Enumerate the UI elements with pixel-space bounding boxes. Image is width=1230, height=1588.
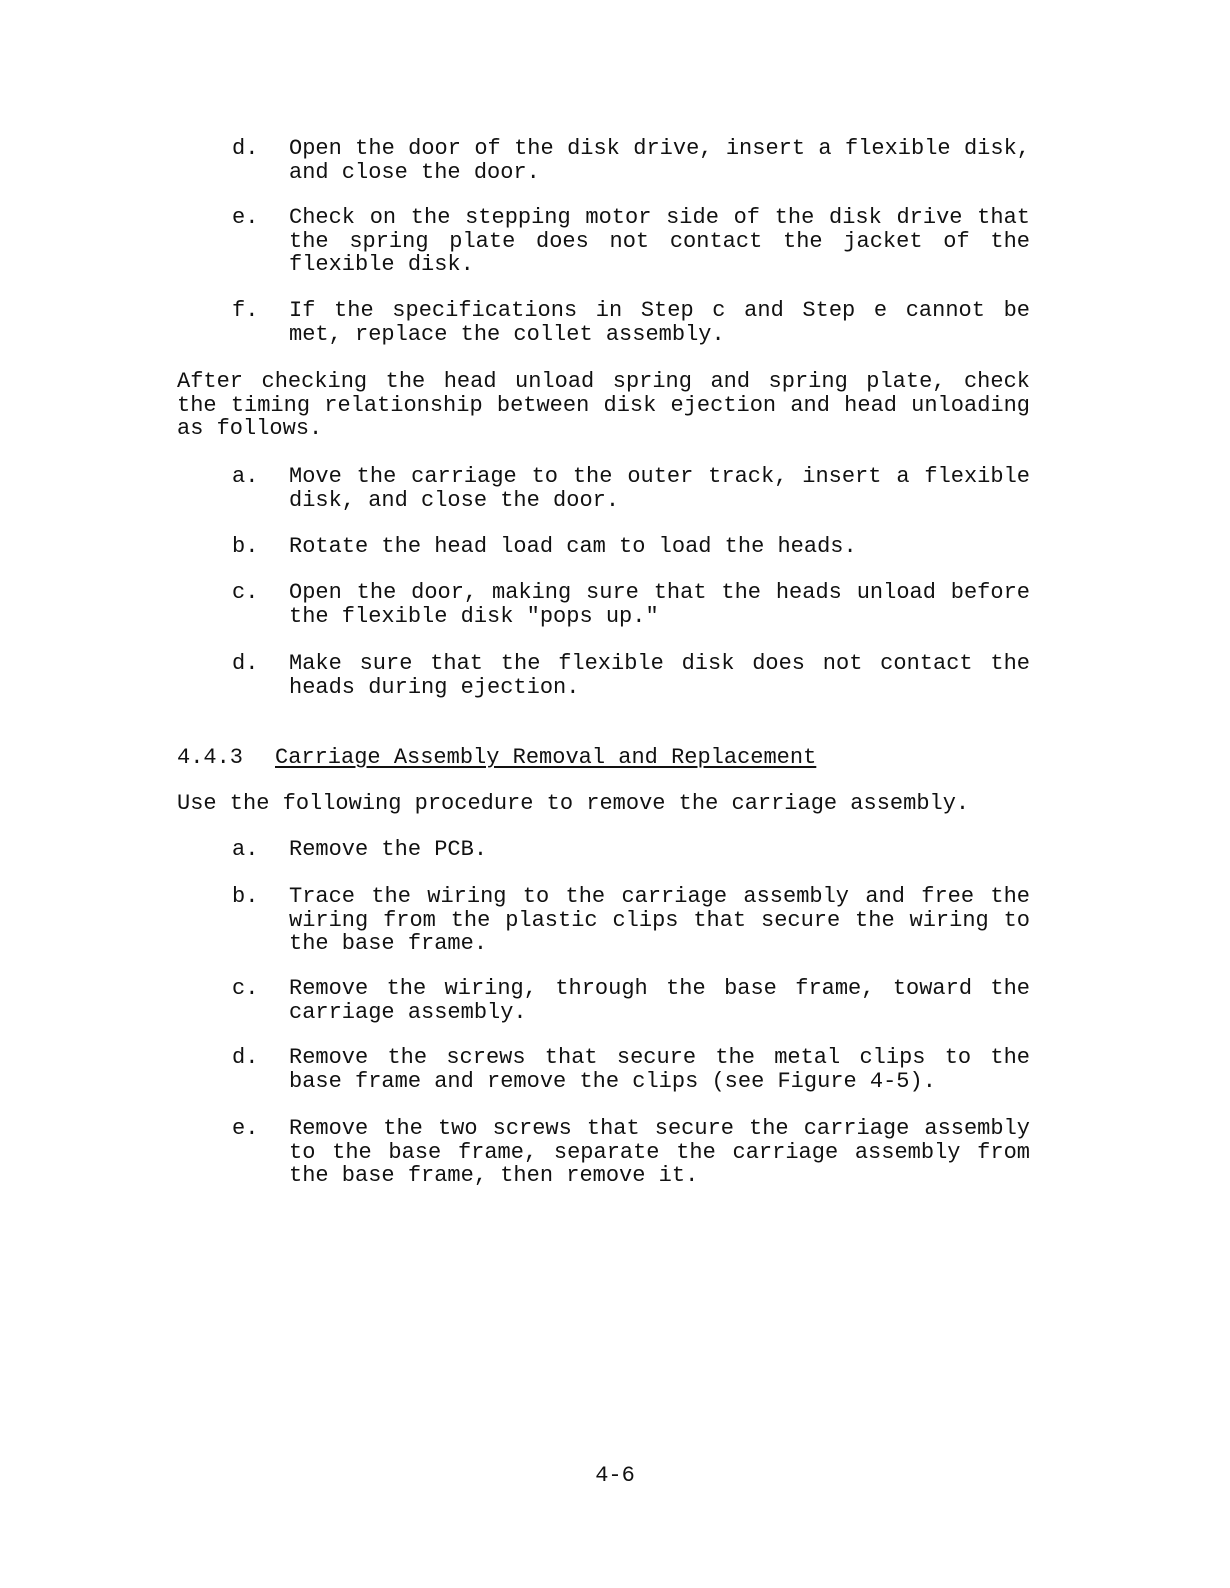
list-item [232, 838, 1030, 862]
list-marker: c. [232, 580, 259, 605]
list-marker: b. [232, 884, 259, 909]
list-item-text: Remove the screws that secure the metal clips to the base frame and remove the clips (see Figure 4-5). [289, 1045, 1030, 1094]
list-item [232, 977, 1030, 1024]
list-item [232, 1046, 1030, 1093]
list-item [232, 137, 1030, 184]
list-marker: e. [232, 205, 259, 230]
list-item [232, 465, 1030, 512]
list-item-text: Make sure that the flexible disk does not contact the heads during ejection. [289, 651, 1030, 700]
page-number: 4-6 [595, 1463, 635, 1488]
list-item [232, 652, 1030, 699]
list-item-text: Open the door, making sure that the heads unload before the flexible disk "pops up." [289, 580, 1030, 629]
list-item [232, 206, 1030, 277]
list-marker: d. [232, 136, 259, 161]
list-marker: e. [232, 1116, 259, 1141]
section-title: Carriage Assembly Removal and Replacement [275, 745, 817, 770]
body-paragraph: Use the following procedure to remove the carriage assembly. [177, 791, 970, 816]
list-item-text: Remove the wiring, through the base frame, toward the carriage assembly. [289, 976, 1030, 1025]
list-item-text: If the specifications in Step c and Step e cannot be met, replace the collet assembly. [289, 298, 1030, 347]
list-marker: c. [232, 976, 259, 1001]
list-marker: d. [232, 1045, 259, 1070]
list-item [232, 581, 1030, 628]
list-item-text: Rotate the head load cam to load the heads. [289, 534, 857, 559]
list-item [232, 1117, 1030, 1188]
list-item [232, 299, 1030, 346]
list-marker: b. [232, 534, 259, 559]
list-marker: f. [232, 298, 259, 323]
list-item [232, 885, 1030, 956]
list-item [232, 535, 1030, 559]
list-item-text: Move the carriage to the outer track, insert a flexible disk, and close the door. [289, 464, 1030, 513]
list-item-text: Open the door of the disk drive, insert a flexible disk, and close the door. [289, 136, 1030, 185]
list-item-text: Remove the two screws that secure the carriage assembly to the base frame, separate the carriage assembly from the base frame, then remove it. [289, 1116, 1030, 1188]
list-marker: d. [232, 651, 259, 676]
list-marker: a. [232, 464, 259, 489]
list-item-text: Check on the stepping motor side of the disk drive that the spring plate does not contact the jacket of the flexible disk. [289, 205, 1030, 277]
section-number: 4.4.3 [177, 745, 244, 770]
body-paragraph: After checking the head unload spring and spring plate, check the timing relationship between disk ejection and head unloading as follows. [177, 369, 1030, 441]
list-item-text: Trace the wiring to the carriage assembly and free the wiring from the plastic clips that secure the wiring to the base frame. [289, 884, 1030, 956]
list-marker: a. [232, 837, 259, 862]
list-item-text: Remove the PCB. [289, 837, 488, 862]
section-heading [177, 746, 816, 770]
